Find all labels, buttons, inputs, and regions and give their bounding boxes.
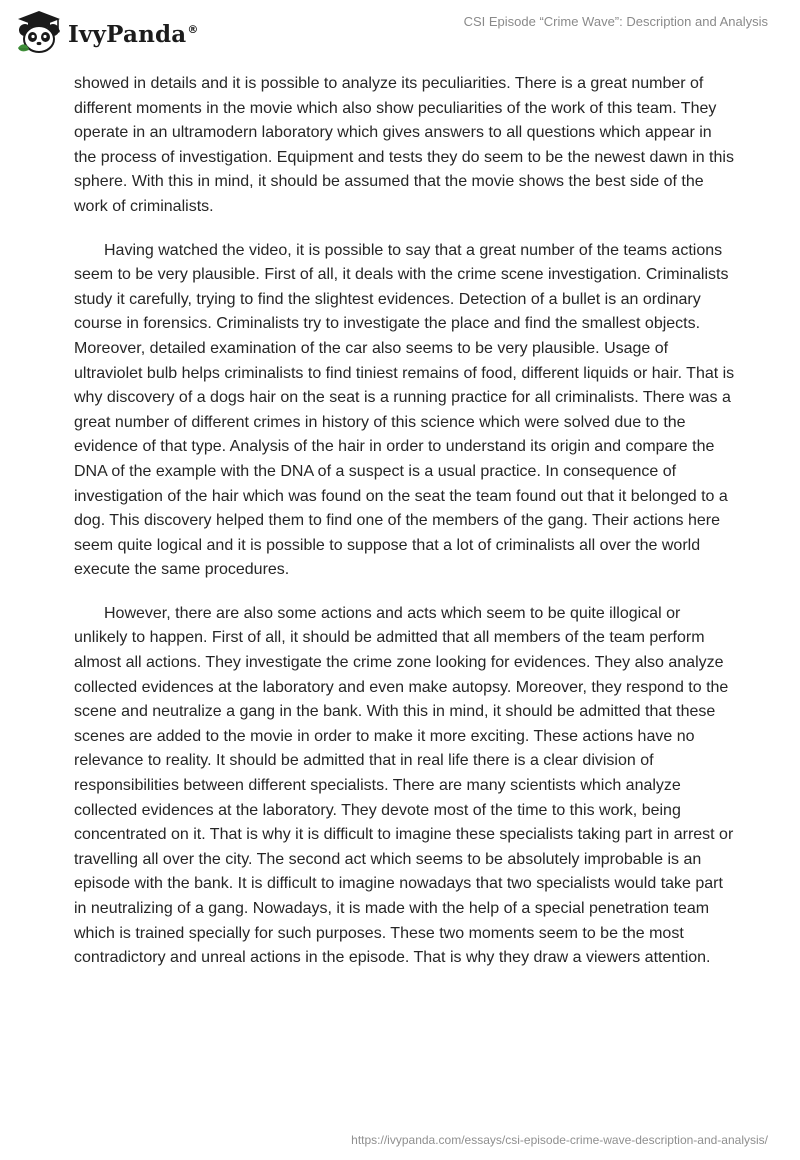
essay-body bbox=[74, 72, 736, 990]
paragraph-1: showed in details and it is possible to analyze its peculiarities. There is a great number of different moments in the movie which also show peculiarities of the work of this team. They operate in an ultramodern laboratory which gives answers to all questions which appear in the process of investigation. Equipment and tests they do seem to be the newest dawn in this sphere. With this in mind, it should be assumed that the movie shows the best side of the work of criminalists. bbox=[74, 75, 734, 215]
logo-wordmark: IvyPanda® bbox=[68, 20, 199, 48]
registered-mark: ® bbox=[187, 22, 199, 36]
panda-graduate-icon bbox=[14, 8, 64, 56]
ivypanda-logo[interactable] bbox=[14, 8, 199, 56]
source-url[interactable]: https://ivypanda.com/essays/csi-episode-crime-wave-description-and-analysis/ bbox=[351, 1133, 768, 1147]
document-title: CSI Episode “Crime Wave”: Description and Analysis bbox=[463, 14, 768, 29]
paragraph-2: Having watched the video, it is possible to say that a great number of the teams actions seem to be very plausible. First of all, it deals with the crime scene investigation. Criminalists study it carefully, trying to find the slightest evidences. Detection of a bullet is an ordinary course in forensics. Criminalists try to investigate the place and find the smallest objects. Moreover, detailed examination of the car also seems to be very plausible. Usage of ultraviolet bulb helps criminalists to find tiniest remains of food, different liquids or hair. That is why discovery of a dogs hair on the seat is a running practice for all criminalists. There was a great number of different crimes in history of this science which were solved due to the evidence of that type. Analysis of the hair in order to understand its origin and compare the DNA of the example with the DNA of a suspect is a usual practice. In consequence of investigation of the hair which was found on the seat the team found out that it belonged to a dog. This discovery helped them to find one of the members of the gang. Their actions here seem quite logical and it is possible to suppose that a lot of criminalists all over the world execute the same procedures. bbox=[74, 241, 735, 579]
page-header bbox=[0, 0, 800, 70]
paragraph-3: However, there are also some actions and acts which seem to be quite illogical or unlikely to happen. First of all, it should be admitted that all members of the team perform almost all actions. They investigate the crime zone looking for evidences. They also analyze collected evidences at the laboratory and even make autopsy. Moreover, they respond to the scene and neutralize a gang in the bank. With this in mind, it should be admitted that these scenes are added to the movie in order to make it more exciting. These actions have no relevance to reality. It should be admitted that in real life there is a clear division of responsibilities between different specialists. There are many scientists which analyze collected evidences at the laboratory. They devote most of the time to this work, being concentrated on it. That is why it is difficult to imagine these specialists taking part in arrest or travelling all over the city. The second act which seems to be absolutely improbable is an episode with the bank. It is difficult to imagine nowadays that two specialists would take part in neutralizing of a gang. Nowadays, it is made with the help of a special penetration team which is trained specially for such purposes. These two moments seem to be the most contradictory and unreal actions in the episode. That is why they draw a viewers attention. bbox=[74, 604, 734, 967]
